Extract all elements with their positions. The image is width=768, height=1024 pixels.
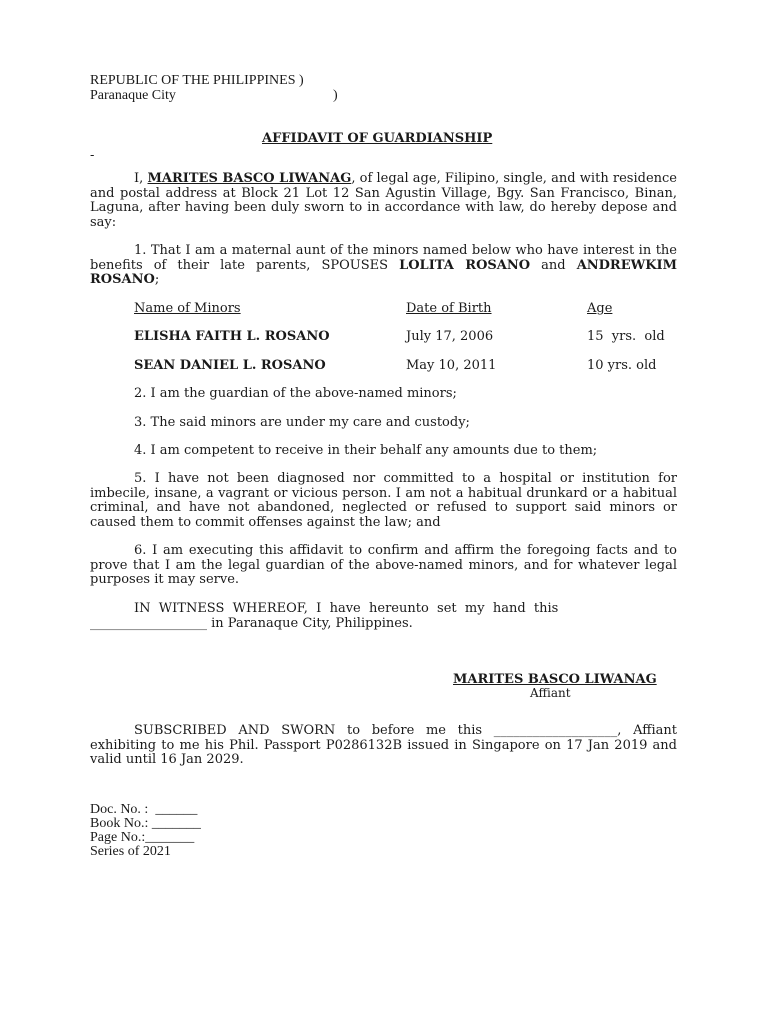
intro-prefix: I, [134,171,144,186]
table-header-name: Name of Minors [134,301,241,316]
doc-number: Doc. No. : ______ [90,802,198,817]
table-header-age: Age [587,301,613,316]
jurat-paragraph [90,724,677,768]
paragraph-1-text: 1. That I am a maternal aunt of the minors named below who have interest in the benefits of their late parents, SPOUSES [90,243,677,273]
page-number: Page No.:_______ [90,830,195,845]
minor-2-name: SEAN DANIEL L. ROSANO [134,358,326,373]
book-number: Book No.: _______ [90,816,201,831]
intro-text: , of legal age, Filipino, single, and with residence and postal address at Block 21 Lot 12 San Agustin Village, Bgy. San Francisco, Binan, Laguna, after having been duly sworn to in accordance with law, do hereby depose and say: [90,171,677,230]
minor-2-dob: May 10, 2011 [406,358,497,373]
minor-1-name: ELISHA FAITH L. ROSANO [134,329,330,344]
paragraph-5-text: 5. I have not been diagnosed nor committed to a hospital or institution for imbecile, insane, a vagrant or vicious person. I am not a habitual drunkard or a habitual criminal, and have not abandoned, neglected or refused to support said minors or caused them to commit offenses against the law; and [90,471,677,530]
paragraph-1 [90,244,677,288]
header-city-paren: ) [333,88,338,103]
document-title: AFFIDAVIT OF GUARDIANSHIP [262,131,493,146]
jurat-text-2: , Affiant exhibiting to me his Phil. Passport P0286132B issued in Singapore on 17 Jan 2019 and valid until 16 Jan 2029. [90,723,677,768]
paragraph-2: 2. I am the guardian of the above-named minors; [134,386,457,401]
paragraph-1-and: and [530,257,577,273]
intro-paragraph [90,172,677,230]
paragraph-4: 4. I am competent to receive in their behalf any amounts due to them; [134,443,598,458]
table-header-dob: Date of Birth [406,301,492,316]
paragraph-5 [90,472,677,530]
jurat-text-1: SUBSCRIBED AND SWORN to before me this [134,723,494,738]
minor-2-age: 10 yrs. old [587,358,657,373]
witness-clause: IN WITNESS WHEREOF, I have hereunto set my hand this [134,601,559,616]
paragraph-3: 3. The said minors are under my care and custody; [134,415,470,430]
witness-line-2 [90,616,413,631]
paragraph-6-text: 6. I am executing this affidavit to confirm and affirm the foregoing facts and to prove that I am the legal guardian of the above-named minors, and for whatever legal purposes it may serve. [90,543,677,588]
header-city: Paranaque City [90,88,176,103]
paragraph-1-end: ; [154,272,160,288]
header-republic: REPUBLIC OF THE PHILIPPINES ) [90,73,304,88]
signature-name: MARITES BASCO LIWANAG [453,672,657,687]
parent-1-name: LOLITA ROSANO [399,257,531,273]
series-year: Series of 2021 [90,844,171,859]
minor-1-dob: July 17, 2006 [406,329,494,344]
jurat-date-blank: ___________________ [493,723,618,738]
signature-role: Affiant [530,686,571,700]
parent-2-name: ANDREWKIM ROSANO [90,257,678,288]
paragraph-6 [90,544,677,588]
witness-rest: in Paranaque City, Philippines. [207,616,413,631]
affiant-name: MARITES BASCO LIWANAG [147,171,352,186]
stray-mark: - [90,148,95,163]
witness-date-blank: __________________ [90,616,207,631]
minor-1-age: 15 yrs. old [587,329,665,344]
